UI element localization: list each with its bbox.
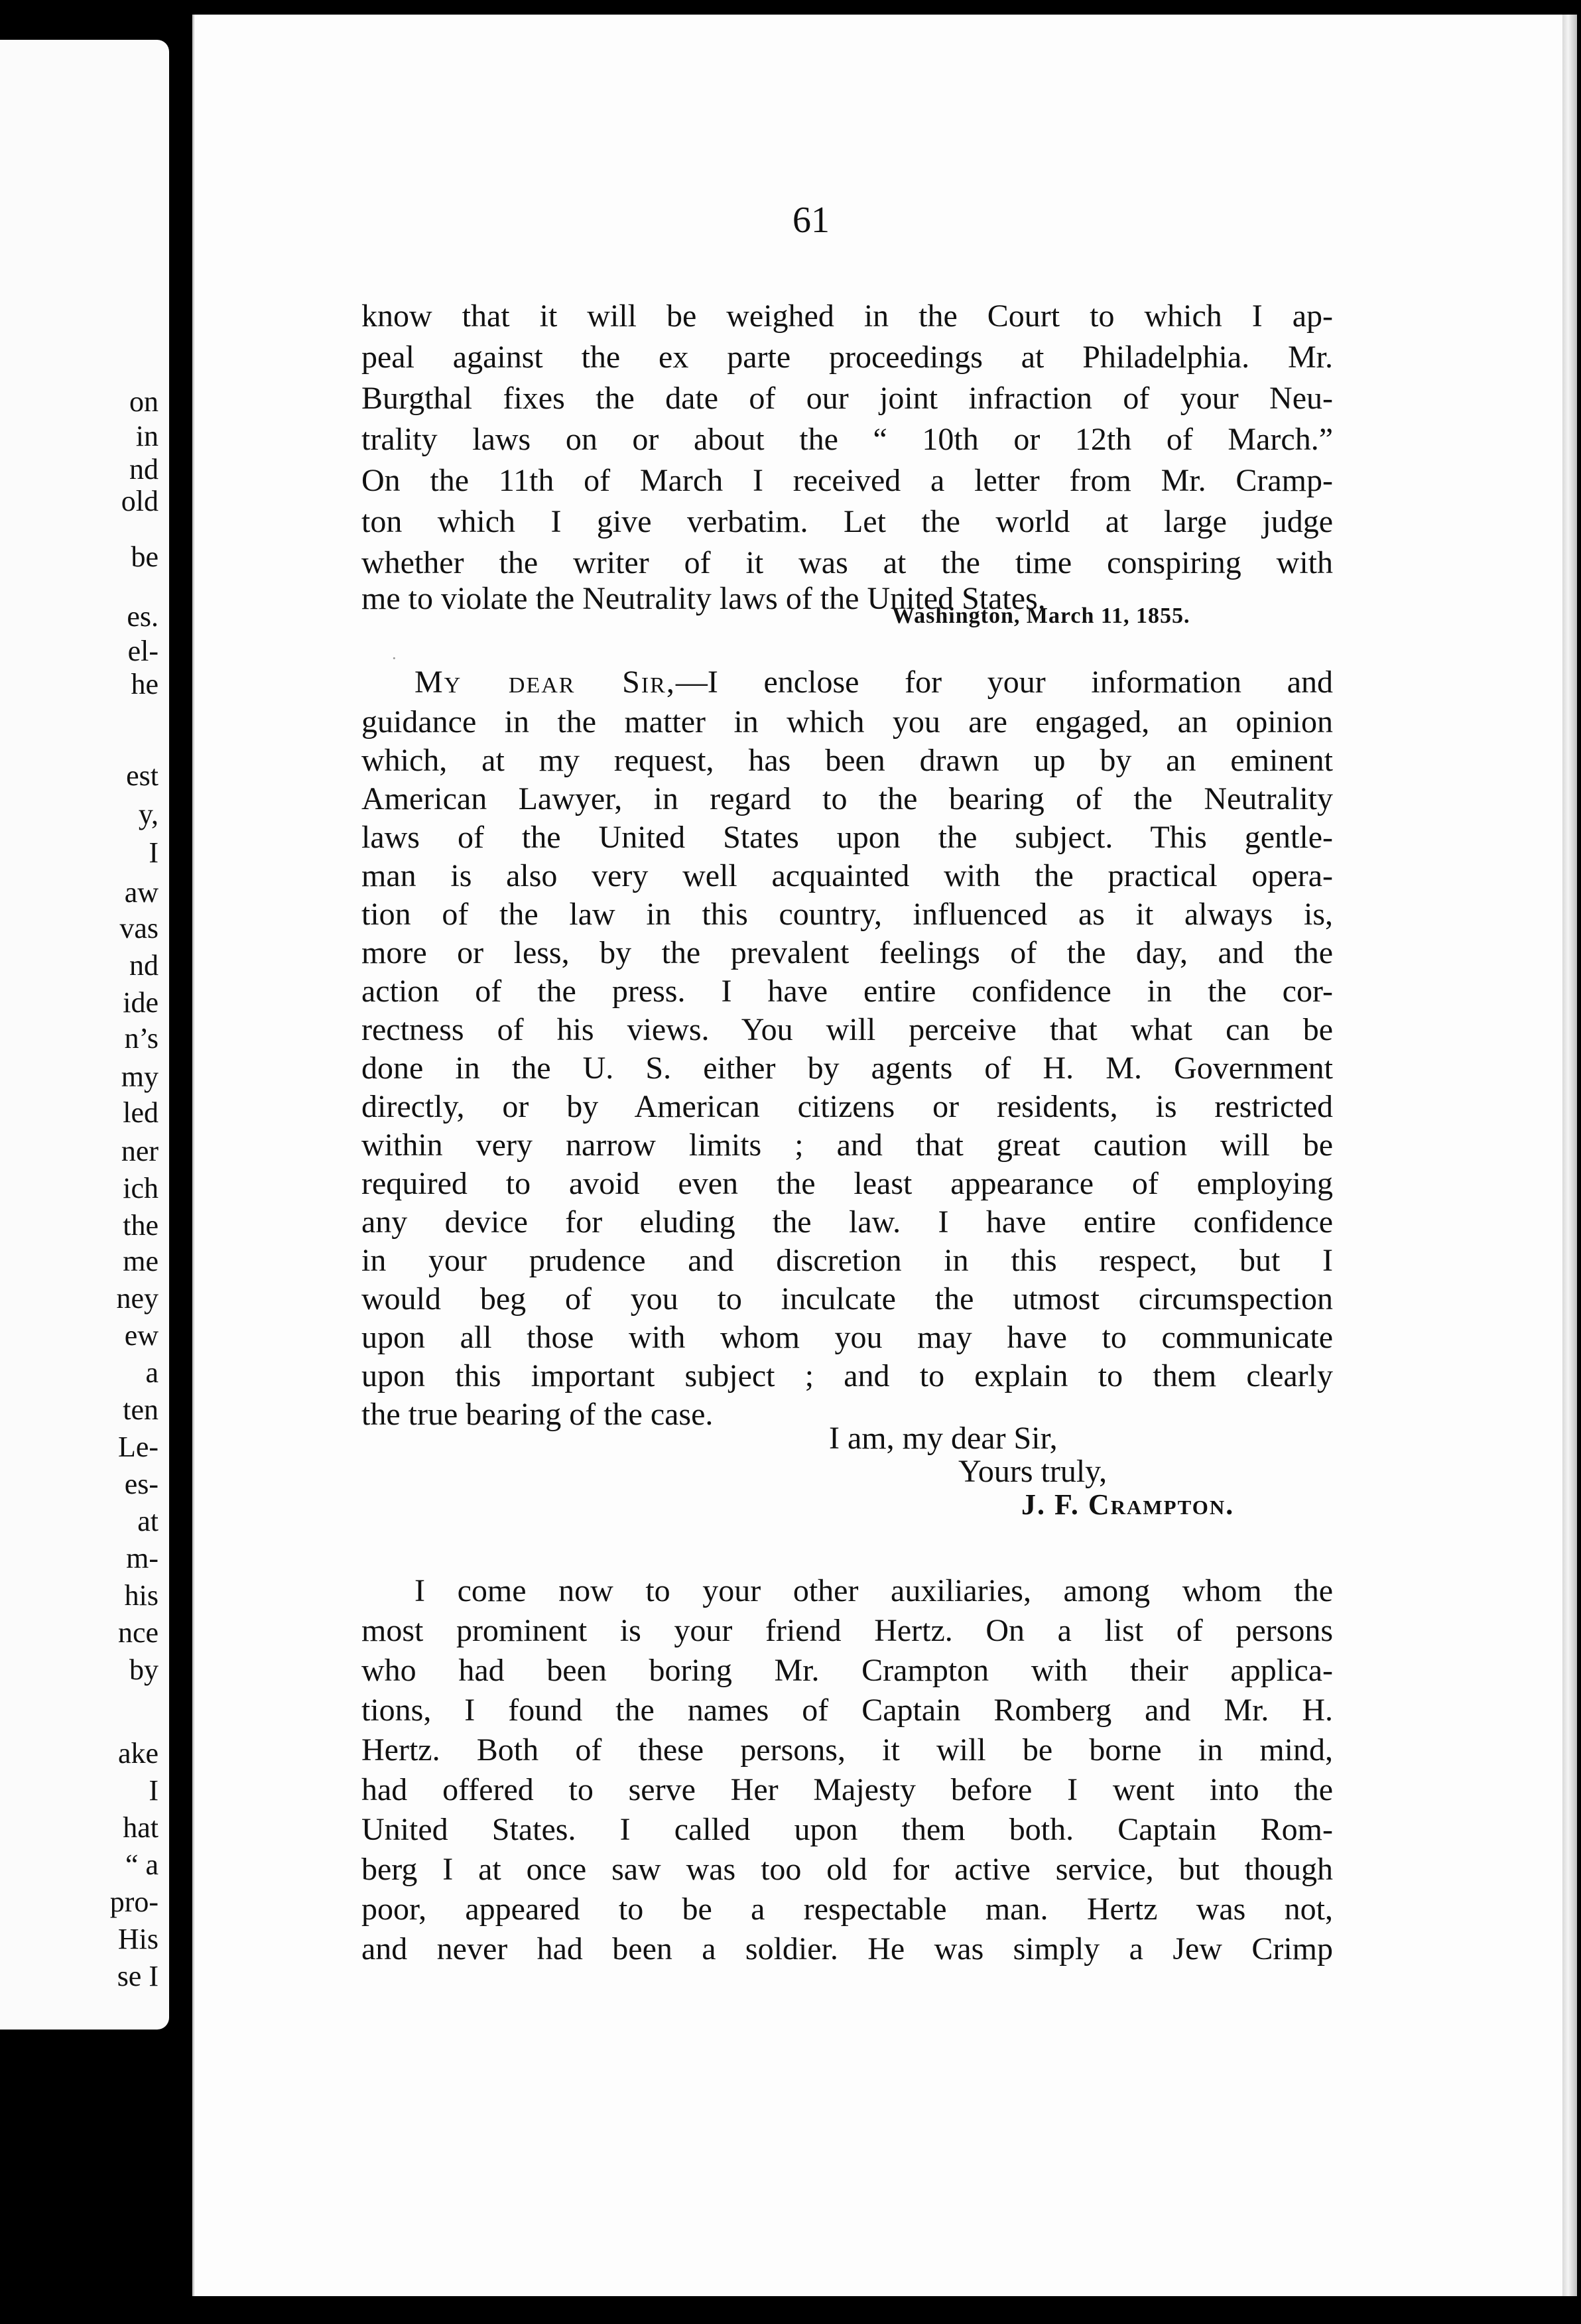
- letter-line: within very narrow limits ; and that great caution will be: [361, 1128, 1333, 1163]
- body-line: peal against the ex parte proceedings at Philadelphia. Mr.: [361, 340, 1333, 375]
- left-fragment: nce: [117, 1616, 158, 1649]
- left-fragment: at: [137, 1505, 158, 1537]
- letter-line: required to avoid even the least appearance of employing: [361, 1166, 1333, 1201]
- body-line: poor, appeared to be a respectable man. Hertz was not,: [361, 1892, 1333, 1927]
- left-fragment: ake: [117, 1737, 158, 1770]
- left-fragment: I: [149, 1774, 158, 1807]
- left-fragment: by: [129, 1653, 158, 1686]
- letter-line: rectness of his views. You will perceive that what can be: [361, 1012, 1333, 1047]
- letter-line: the true bearing of the case.: [361, 1397, 714, 1432]
- body-line: tions, I found the names of Captain Romberg and Mr. H.: [361, 1693, 1333, 1728]
- body-line: I come now to your other auxiliaries, among whom the: [414, 1573, 1333, 1608]
- left-fragment: nd: [129, 453, 158, 485]
- stray-mark: ·: [391, 649, 397, 668]
- letter-line: done in the U. S. either by agents of H. M. Government: [361, 1051, 1333, 1086]
- left-fragment: ten: [123, 1393, 158, 1426]
- letter-line: more or less, by the prevalent feelings of the day, and the: [361, 935, 1333, 970]
- left-fragment: aw: [124, 876, 158, 909]
- letter-closing: Yours truly,: [958, 1454, 1107, 1489]
- left-fragment: I: [149, 836, 158, 869]
- letter-line: action of the press. I have entire confidence in the cor-: [361, 974, 1333, 1009]
- letter-line: in your prudence and discretion in this respect, but I: [361, 1243, 1333, 1278]
- body-line: Hertz. Both of these persons, it will be borne in mind,: [361, 1732, 1333, 1768]
- left-fragment: ew: [124, 1319, 158, 1352]
- letter-line: would beg of you to inculcate the utmost circumspection: [361, 1281, 1333, 1317]
- left-fragment: es-: [124, 1468, 158, 1500]
- body-line: trality laws on or about the “ 10th or 12th of March.”: [361, 422, 1333, 457]
- letter-salutation: My dear Sir,: [414, 665, 676, 700]
- left-fragment: old: [121, 485, 158, 517]
- left-fragment: n’s: [124, 1022, 158, 1055]
- left-fragment: hat: [123, 1811, 158, 1844]
- left-fragment: est: [126, 759, 158, 792]
- left-fragment: on: [129, 385, 158, 418]
- left-fragment: es.: [127, 600, 158, 633]
- letter-line: any device for eluding the law. I have entire confidence: [361, 1204, 1333, 1240]
- left-fragment: ner: [121, 1135, 158, 1167]
- left-fragment: se I: [117, 1960, 158, 1992]
- letter-closing: I am, my dear Sir,: [829, 1421, 1058, 1456]
- body-line: On the 11th of March I received a letter from Mr. Cramp-: [361, 463, 1333, 498]
- body-line: and never had been a soldier. He was simply a Jew Crimp: [361, 1931, 1333, 1967]
- body-line: Burgthal fixes the date of our joint infraction of your Neu-: [361, 381, 1333, 416]
- left-fragment: led: [123, 1096, 158, 1129]
- body-line: me to violate the Neutrality laws of the United States.: [361, 581, 1046, 616]
- body-line: know that it will be weighed in the Court to which I ap-: [361, 298, 1333, 334]
- letter-line: upon all those with whom you may have to communicate: [361, 1320, 1333, 1355]
- letter-dateline: Washington, March 11, 1855.: [892, 604, 1190, 628]
- letter-line: laws of the United States upon the subject. This gentle-: [361, 820, 1333, 855]
- body-line: most prominent is your friend Hertz. On a list of persons: [361, 1613, 1333, 1648]
- left-fragment: ney: [116, 1282, 158, 1315]
- left-fragment: “ a: [125, 1848, 158, 1881]
- left-fragment: nd: [129, 949, 158, 982]
- letter-signature: J. F. Crampton.: [1021, 1488, 1235, 1521]
- page-edge: [1562, 15, 1577, 2296]
- left-fragment: in: [135, 420, 158, 452]
- left-fragment: be: [131, 541, 158, 573]
- letter-line: guidance in the matter in which you are engaged, an opinion: [361, 704, 1333, 740]
- letter-line: tion of the law in this country, influenced as it always is,: [361, 897, 1333, 932]
- left-fragment: m-: [126, 1542, 158, 1575]
- left-fragment: a: [145, 1356, 158, 1389]
- left-fragment: the: [123, 1209, 158, 1242]
- left-fragment: vas: [119, 912, 158, 944]
- letter-first-line-rest: —I enclose for your information and: [675, 665, 1334, 700]
- letter-line: which, at my request, has been drawn up by an eminent: [361, 743, 1333, 778]
- left-fragment: pro-: [109, 1886, 158, 1918]
- letter-line: upon this important subject ; and to explain to them clearly: [361, 1358, 1333, 1393]
- body-line: berg I at once saw was too old for active service, but though: [361, 1852, 1333, 1887]
- left-fragment: el-: [127, 635, 158, 667]
- letter-first-line: [414, 663, 1333, 702]
- page-number: 61: [792, 200, 830, 241]
- left-fragment: my: [121, 1061, 158, 1093]
- left-fragment: ide: [123, 986, 158, 1019]
- body-line: who had been boring Mr. Crampton with their applica-: [361, 1653, 1333, 1688]
- body-line: had offered to serve Her Majesty before I went into the: [361, 1772, 1333, 1807]
- left-fragment: his: [124, 1579, 158, 1612]
- left-fragment: he: [131, 668, 158, 700]
- body-line: United States. I called upon them both. Captain Rom-: [361, 1812, 1333, 1847]
- left-fragment: ich: [123, 1172, 158, 1204]
- left-fragment: y,: [138, 798, 158, 830]
- body-line: whether the writer of it was at the time conspiring with: [361, 545, 1333, 580]
- left-fragment: His: [117, 1923, 158, 1955]
- letter-line: American Lawyer, in regard to the bearing of the Neutrality: [361, 781, 1333, 816]
- body-line: ton which I give verbatim. Let the world at large judge: [361, 504, 1333, 539]
- previous-page-edge: [0, 40, 169, 2030]
- left-fragment: me: [123, 1245, 158, 1277]
- letter-line: man is also very well acquainted with the practical opera-: [361, 858, 1333, 893]
- letter-line: directly, or by American citizens or residents, is restricted: [361, 1089, 1333, 1124]
- left-fragment: Le-: [117, 1431, 158, 1463]
